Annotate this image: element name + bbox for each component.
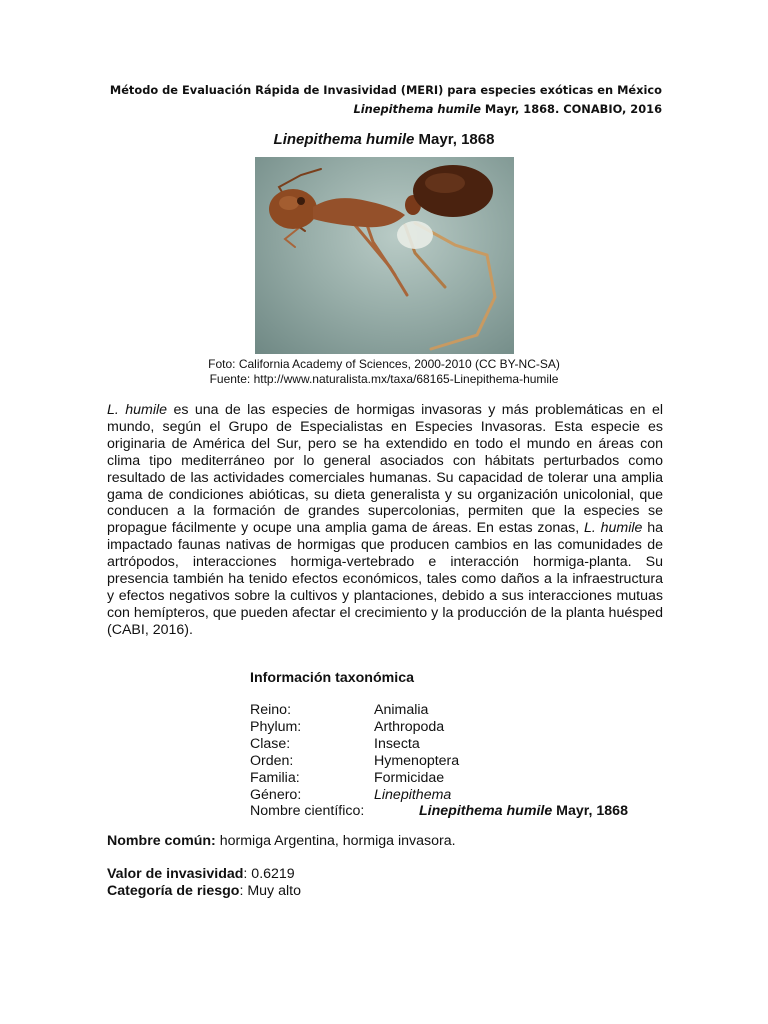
taxonomy-label: Clase: xyxy=(250,735,291,752)
invasiveness-number: : 0.6219 xyxy=(243,866,295,882)
header-line-2 xyxy=(102,100,662,119)
common-name-value: hormiga Argentina, hormiga invasora. xyxy=(215,833,456,849)
photo-caption xyxy=(0,357,768,387)
scientific-author: Mayr, 1868 xyxy=(552,803,628,820)
document-header xyxy=(102,81,662,119)
invasiveness-block xyxy=(107,866,301,900)
page-title xyxy=(0,131,768,148)
taxonomy-value: Insecta xyxy=(374,735,420,752)
para-species-2: L. humile xyxy=(584,520,643,537)
para-species-1: L. humile xyxy=(107,402,168,418)
taxonomy-label: Reino: xyxy=(250,702,292,718)
taxonomy-label: Género: xyxy=(250,786,302,803)
taxonomy-label: Nombre científico: xyxy=(250,803,365,820)
invasiveness-value xyxy=(107,866,301,883)
common-name-label: Nombre común: xyxy=(107,833,216,849)
taxonomy-row-phylum xyxy=(250,719,628,736)
ant-illustration xyxy=(255,157,514,354)
para-text-2: ha impactado faunas nativas de hormigas que producen cambios en las comunidades de artrópodos, interacciones hormiga-vertebrado e interacción hormiga-planta. Su presencia también ha tenido efectos económicos, tales como daños a la infraestructura y efectos negativos sobre la cultivos y plantaciones, debido a sus interacciones mutuas con hemípteros, que pueden afectar el crecimiento y la producción de la planta huésped (CABI, 2016). xyxy=(107,520,663,638)
scientific-species: Linepithema humile xyxy=(419,803,553,820)
taxonomy-value: Linepithema xyxy=(374,786,452,803)
para-text-1: es una de las especies de hormigas invasoras y más problemáticas en el mundo, según el Grupo de Especialistas en Especies Invasoras. Esta especie es originaria de América del Sur, pero se ha extendido en todo el mundo en áreas con clima tipo mediterráneo por lo general asociados con hábitats perturbados como resultado de las actividades comerciales humanas. Su capacidad de tolerar una amplia gama de condiciones abióticas, su dieta generalista y su organización unicolonial, que conducen a la formación de grandes supercolonias, permiten que la especies se propague fácilmente y ocupe una amplia gama de áreas. En estas zonas, xyxy=(107,402,663,537)
header-species: Linepithema humile xyxy=(353,102,481,116)
taxonomy-table xyxy=(250,702,628,820)
risk-label: Categoría de riesgo xyxy=(107,883,240,899)
title-author: Mayr, 1868 xyxy=(414,131,495,148)
taxonomy-value: Arthropoda xyxy=(374,718,445,735)
scientific-name xyxy=(419,803,628,820)
taxonomy-row-genero xyxy=(250,787,628,804)
taxonomy-row-clase xyxy=(250,736,628,753)
header-line-1: Método de Evaluación Rápida de Invasividad (MERI) para especies exóticas en México xyxy=(109,83,662,97)
common-name xyxy=(107,833,456,849)
taxonomy-row-scientific-name xyxy=(250,803,628,820)
description-paragraph xyxy=(107,402,663,639)
header-citation: Mayr, 1868. CONABIO, 2016 xyxy=(480,102,662,116)
taxonomy-row-familia xyxy=(250,770,628,787)
title-species: Linepithema humile xyxy=(273,131,415,148)
caption-credit: Foto: California Academy of Sciences, 2000-2010 (CC BY-NC-SA) xyxy=(208,357,560,371)
taxonomy-value: Formicidae xyxy=(374,769,445,786)
taxonomy-row-reino xyxy=(250,702,628,719)
taxonomy-label: Orden: xyxy=(250,752,294,769)
invasiveness-label: Valor de invasividad xyxy=(107,866,244,882)
caption-source: Fuente: http://www.naturalista.mx/taxa/68165-Linepithema-humile xyxy=(209,372,559,386)
taxonomy-row-orden xyxy=(250,753,628,770)
taxonomy-label: Phylum: xyxy=(250,718,302,735)
taxonomy-value: Animalia xyxy=(374,702,429,718)
risk-category xyxy=(107,883,301,900)
risk-value: : Muy alto xyxy=(239,883,301,899)
taxonomy-heading: Información taxonómica xyxy=(250,670,414,686)
taxonomy-value: Hymenoptera xyxy=(374,752,460,769)
ant-photo xyxy=(255,157,514,354)
taxonomy-label: Familia: xyxy=(250,769,300,786)
